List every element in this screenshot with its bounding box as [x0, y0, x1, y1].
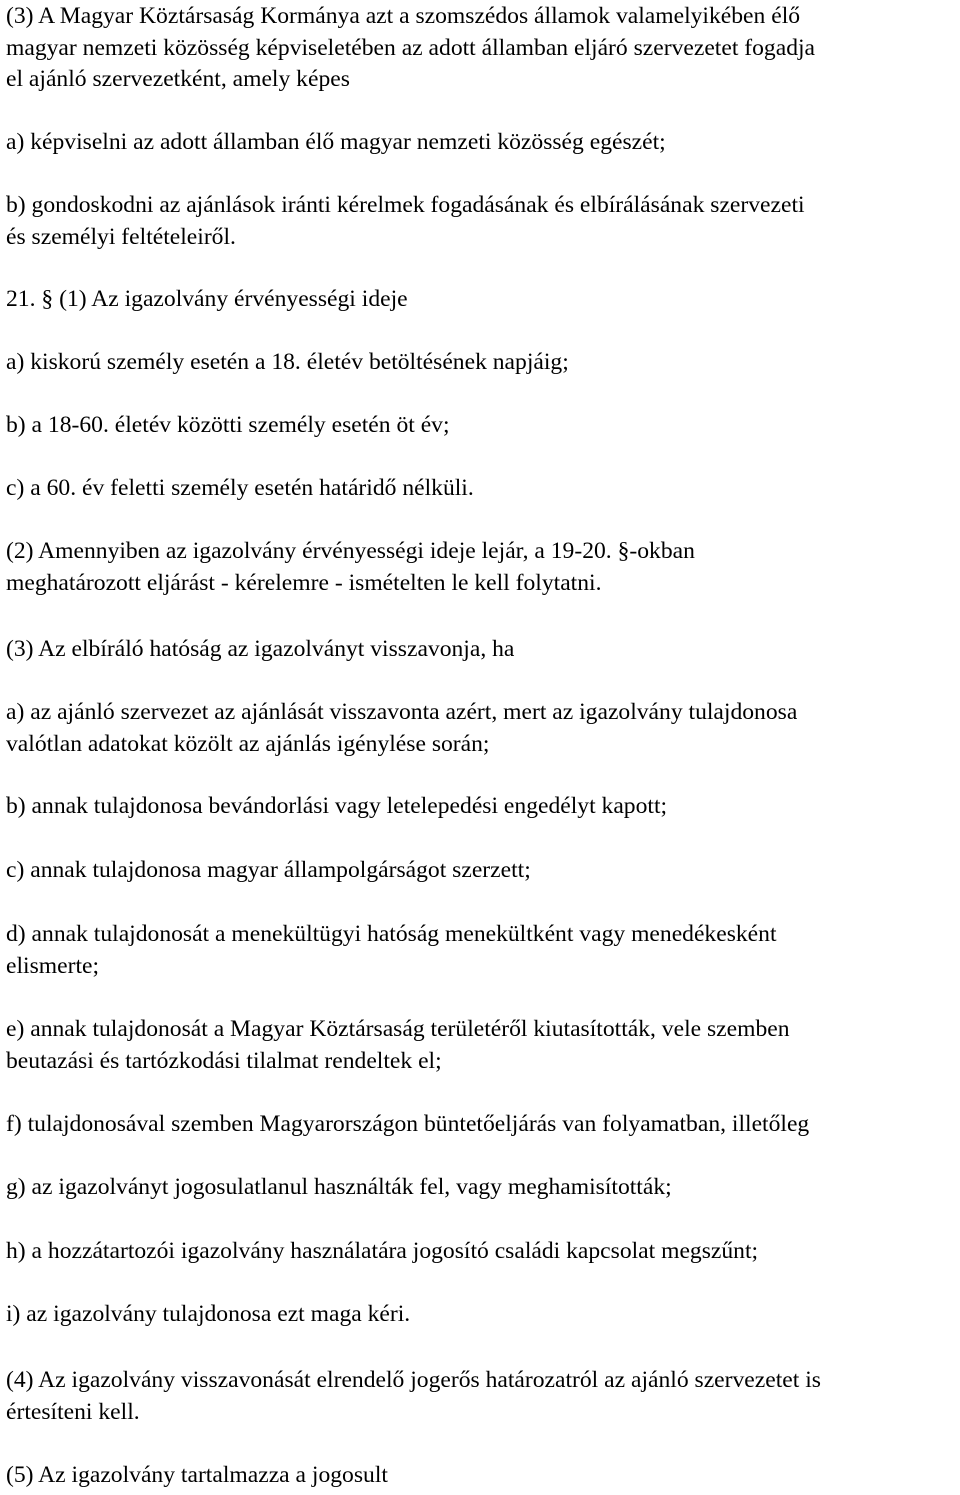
paragraph-21-3-c: [6, 855, 531, 887]
paragraph-21-3-h: [6, 1236, 758, 1268]
text-line: a) kiskorú személy esetén a 18. életév betöltésének napjáig;: [6, 349, 569, 375]
text-line: (2) Amennyiben az igazolvány érvényességi ideje lejár, a 19-20. §-okban: [6, 538, 695, 564]
text-line: d) annak tulajdonosát a menekültügyi hatóság menekültként vagy menedékesként: [6, 921, 777, 947]
section-heading-21: [6, 284, 408, 316]
text-line: h) a hozzátartozói igazolvány használatára jogosító családi kapcsolat megszűnt;: [6, 1238, 759, 1264]
text-line: c) a 60. év feletti személy esetén határidő nélküli.: [6, 475, 474, 501]
text-line: (4) Az igazolvány visszavonását elrendelő jogerős határozatról az ajánló szervezetet is: [6, 1367, 821, 1393]
text-line: e) annak tulajdonosát a Magyar Köztársaság területéről kiutasították, vele szemben: [6, 1016, 790, 1042]
text-line: (5) Az igazolvány tartalmazza a jogosult: [6, 1462, 388, 1488]
paragraph-21-1-c: [6, 473, 474, 505]
text-line: 21. § (1) Az igazolvány érvényességi ideje: [6, 286, 408, 312]
paragraph-21-3-b: [6, 791, 667, 823]
text-line: magyar nemzeti közösség képviseletében az adott államban eljáró szervezetet fogadja: [6, 34, 816, 61]
text-line: g) az igazolványt jogosulatlanul használták fel, vagy meghamisították;: [6, 1174, 672, 1200]
text-line: f) tulajdonosával szemben Magyarországon büntetőeljárás van folyamatban, illetőleg: [6, 1111, 810, 1137]
paragraph-intro-a: [6, 127, 666, 159]
paragraph-21-5: [6, 1460, 388, 1492]
text-line: (3) Az elbíráló hatóság az igazolványt visszavonja, ha: [6, 636, 515, 662]
paragraph-21-4: [6, 1365, 821, 1428]
paragraph-21-3-e: [6, 1014, 790, 1077]
paragraph-21-2: [6, 536, 695, 599]
text-line: (3) A Magyar Köztársaság Kormánya azt a szomszédos államok valamelyikében élő: [6, 3, 801, 29]
paragraph-21-3: [6, 634, 514, 666]
text-line: értesíteni kell.: [6, 1398, 140, 1425]
text-line: beutazási és tartózkodási tilalmat rendeltek el;: [6, 1047, 442, 1074]
paragraph-21-1-a: [6, 347, 569, 379]
text-line: c) annak tulajdonosa magyar állampolgárságot szerzett;: [6, 857, 531, 883]
text-line: b) annak tulajdonosa bevándorlási vagy letelepedési engedélyt kapott;: [6, 793, 668, 819]
text-line: valótlan adatokat közölt az ajánlás igénylése során;: [6, 730, 490, 757]
paragraph-21-3-i: [6, 1299, 410, 1331]
text-line: elismerte;: [6, 952, 100, 979]
text-line: és személyi feltételeiről.: [6, 223, 236, 250]
text-line: meghatározott eljárást - kérelemre - ismételten le kell folytatni.: [6, 569, 602, 596]
paragraph-intro-b: [6, 190, 805, 253]
paragraph-21-3-f: [6, 1109, 809, 1141]
text-line: i) az igazolvány tulajdonosa ezt maga kéri.: [6, 1301, 411, 1327]
paragraph-21-1-b: [6, 410, 450, 442]
paragraph-21-3-a: [6, 697, 797, 760]
text-line: b) gondoskodni az ajánlások iránti kérelmek fogadásának és elbírálásának szervezeti: [6, 192, 805, 218]
paragraph-21-3-g: [6, 1172, 672, 1204]
paragraph-21-3-d: [6, 919, 777, 982]
text-line: el ajánló szervezetként, amely képes: [6, 66, 350, 92]
text-line: a) az ajánló szervezet az ajánlását visszavonta azért, mert az igazolvány tulajdonosa: [6, 699, 798, 725]
paragraph-intro-3: [6, 1, 815, 96]
text-line: b) a 18-60. életév közötti személy esetén öt év;: [6, 412, 450, 438]
text-line: a) képviselni az adott államban élő magyar nemzeti közösség egészét;: [6, 129, 666, 155]
